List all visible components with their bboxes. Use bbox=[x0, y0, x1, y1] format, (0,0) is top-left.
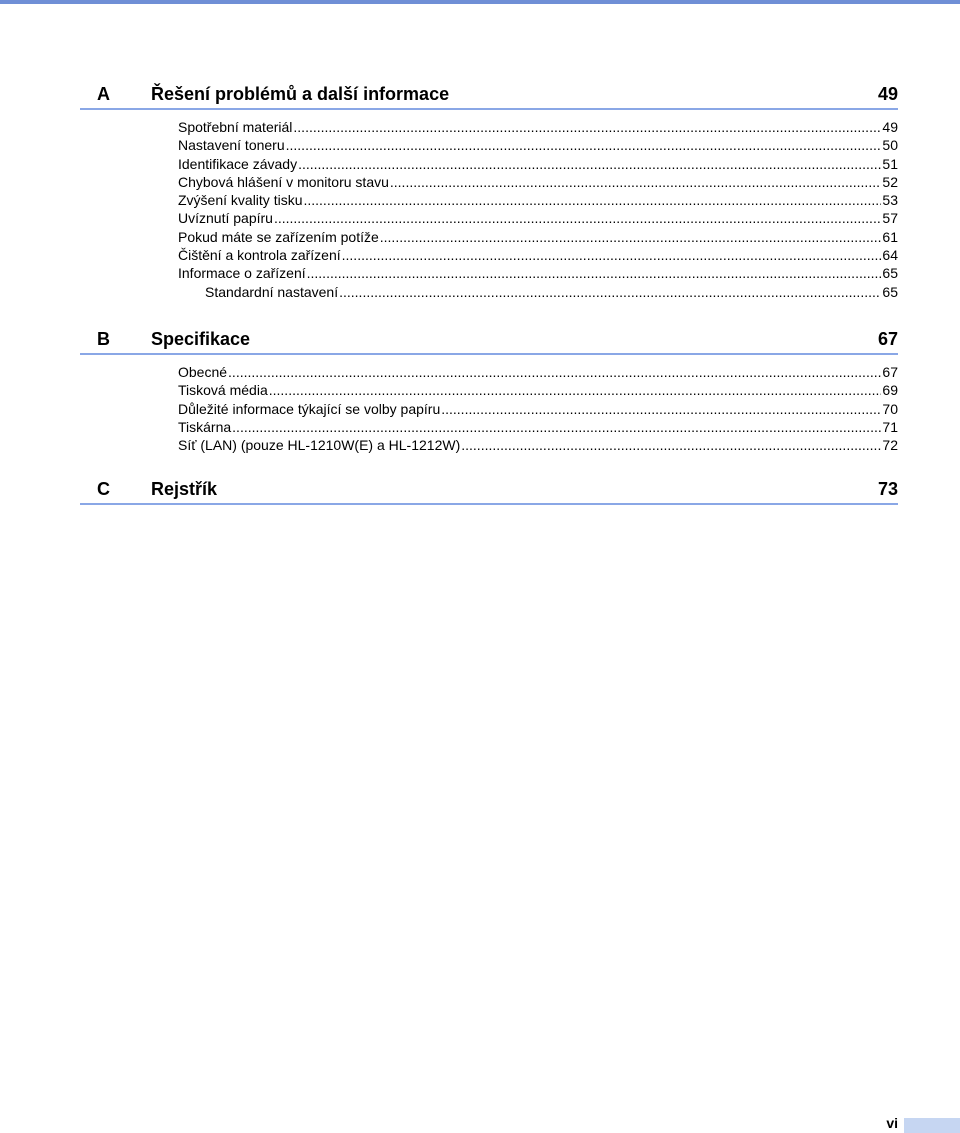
toc-entry-page: 65 bbox=[882, 283, 898, 300]
toc-entry-page: 70 bbox=[882, 400, 898, 417]
toc-entry[interactable] bbox=[178, 118, 898, 136]
section-letter: B bbox=[97, 329, 110, 349]
toc-entry-label: Informace o zařízení bbox=[178, 265, 306, 282]
section-entries bbox=[80, 118, 898, 301]
dot-leader bbox=[461, 436, 881, 454]
toc-entry[interactable] bbox=[178, 264, 898, 282]
toc-entry-label: Tiskárna bbox=[178, 418, 232, 435]
toc-section-b bbox=[80, 327, 898, 454]
toc-entry[interactable] bbox=[178, 209, 898, 227]
toc-entry-page: 64 bbox=[882, 247, 898, 264]
toc-entry-label: Síť (LAN) (pouze HL-1210W(E) a HL-1212W) bbox=[178, 437, 461, 454]
toc-entry-label: Identifikace závady bbox=[178, 155, 298, 172]
toc-entry-label: Chybová hlášení v monitoru stavu bbox=[178, 173, 389, 190]
footer-tab bbox=[904, 1118, 960, 1133]
section-page-number: 73 bbox=[877, 479, 898, 499]
toc-entry-label: Nastavení toneru bbox=[178, 137, 285, 154]
dot-leader bbox=[441, 400, 881, 418]
toc-entry[interactable] bbox=[178, 363, 898, 381]
toc-entry-page: 57 bbox=[882, 210, 898, 227]
toc-entry-page: 50 bbox=[882, 137, 898, 154]
toc-entry-page: 51 bbox=[882, 155, 898, 172]
toc-entry-page: 61 bbox=[882, 228, 898, 245]
toc-entry-label: Čištění a kontrola zařízení bbox=[178, 247, 341, 264]
toc-subentry[interactable] bbox=[205, 283, 898, 301]
dot-leader bbox=[390, 173, 882, 191]
toc-entry[interactable] bbox=[178, 436, 898, 454]
dot-leader bbox=[232, 418, 881, 436]
dot-leader bbox=[380, 228, 882, 246]
toc-entry-label: Uvíznutí papíru bbox=[178, 210, 273, 227]
toc-entry-page: 49 bbox=[882, 119, 898, 135]
section-title[interactable]: Rejstřík bbox=[151, 479, 218, 499]
toc-entry-page: 72 bbox=[882, 437, 898, 454]
footer-page-number: vi bbox=[886, 1115, 898, 1131]
dot-leader bbox=[303, 191, 881, 209]
top-rule bbox=[0, 0, 960, 4]
toc-entry-page: 69 bbox=[882, 382, 898, 399]
toc-entry[interactable] bbox=[178, 155, 898, 173]
toc-entry-label: Spotřební materiál bbox=[178, 119, 293, 135]
dot-leader bbox=[342, 246, 882, 264]
section-heading[interactable] bbox=[80, 327, 898, 355]
toc-entry[interactable] bbox=[178, 191, 898, 209]
toc-entry-label: Tisková média bbox=[178, 382, 268, 399]
toc-section-a bbox=[80, 82, 898, 301]
toc-entry-label: Zvýšení kvality tisku bbox=[178, 192, 303, 209]
toc-entry-label: Standardní nastavení bbox=[205, 283, 339, 300]
toc-entry[interactable] bbox=[178, 246, 898, 264]
toc-entry-page: 53 bbox=[882, 192, 898, 209]
toc-entry[interactable] bbox=[178, 418, 898, 436]
section-title[interactable]: Specifikace bbox=[151, 329, 251, 349]
toc-entry[interactable] bbox=[178, 228, 898, 246]
section-page-number: 67 bbox=[877, 329, 898, 349]
toc-section-c bbox=[80, 477, 898, 505]
section-entries bbox=[80, 363, 898, 454]
dot-leader bbox=[339, 283, 881, 301]
section-letter: C bbox=[97, 479, 110, 499]
dot-leader bbox=[269, 381, 882, 399]
toc-entry[interactable] bbox=[178, 136, 898, 154]
section-page-number: 49 bbox=[877, 84, 898, 104]
toc-entry[interactable] bbox=[178, 173, 898, 191]
dot-leader bbox=[228, 363, 881, 381]
dot-leader bbox=[274, 209, 881, 227]
dot-leader bbox=[293, 118, 881, 136]
toc-entry-page: 65 bbox=[882, 265, 898, 282]
section-heading[interactable] bbox=[80, 82, 898, 110]
toc-entry[interactable] bbox=[178, 400, 898, 418]
dot-leader bbox=[286, 136, 882, 154]
section-title[interactable]: Řešení problémů a další informace bbox=[151, 84, 450, 104]
section-letter: A bbox=[97, 84, 110, 104]
toc-entry-page: 52 bbox=[882, 173, 898, 190]
dot-leader bbox=[307, 264, 882, 282]
toc-entry-page: 67 bbox=[882, 364, 898, 380]
toc-entry-page: 71 bbox=[882, 418, 898, 435]
toc-entry-label: Obecné bbox=[178, 364, 228, 380]
toc-entry-label: Důležité informace týkající se volby papíru bbox=[178, 400, 441, 417]
toc-entry[interactable] bbox=[178, 381, 898, 399]
toc-entry-label: Pokud máte se zařízením potíže bbox=[178, 228, 379, 245]
section-heading[interactable] bbox=[80, 477, 898, 505]
dot-leader bbox=[298, 155, 881, 173]
